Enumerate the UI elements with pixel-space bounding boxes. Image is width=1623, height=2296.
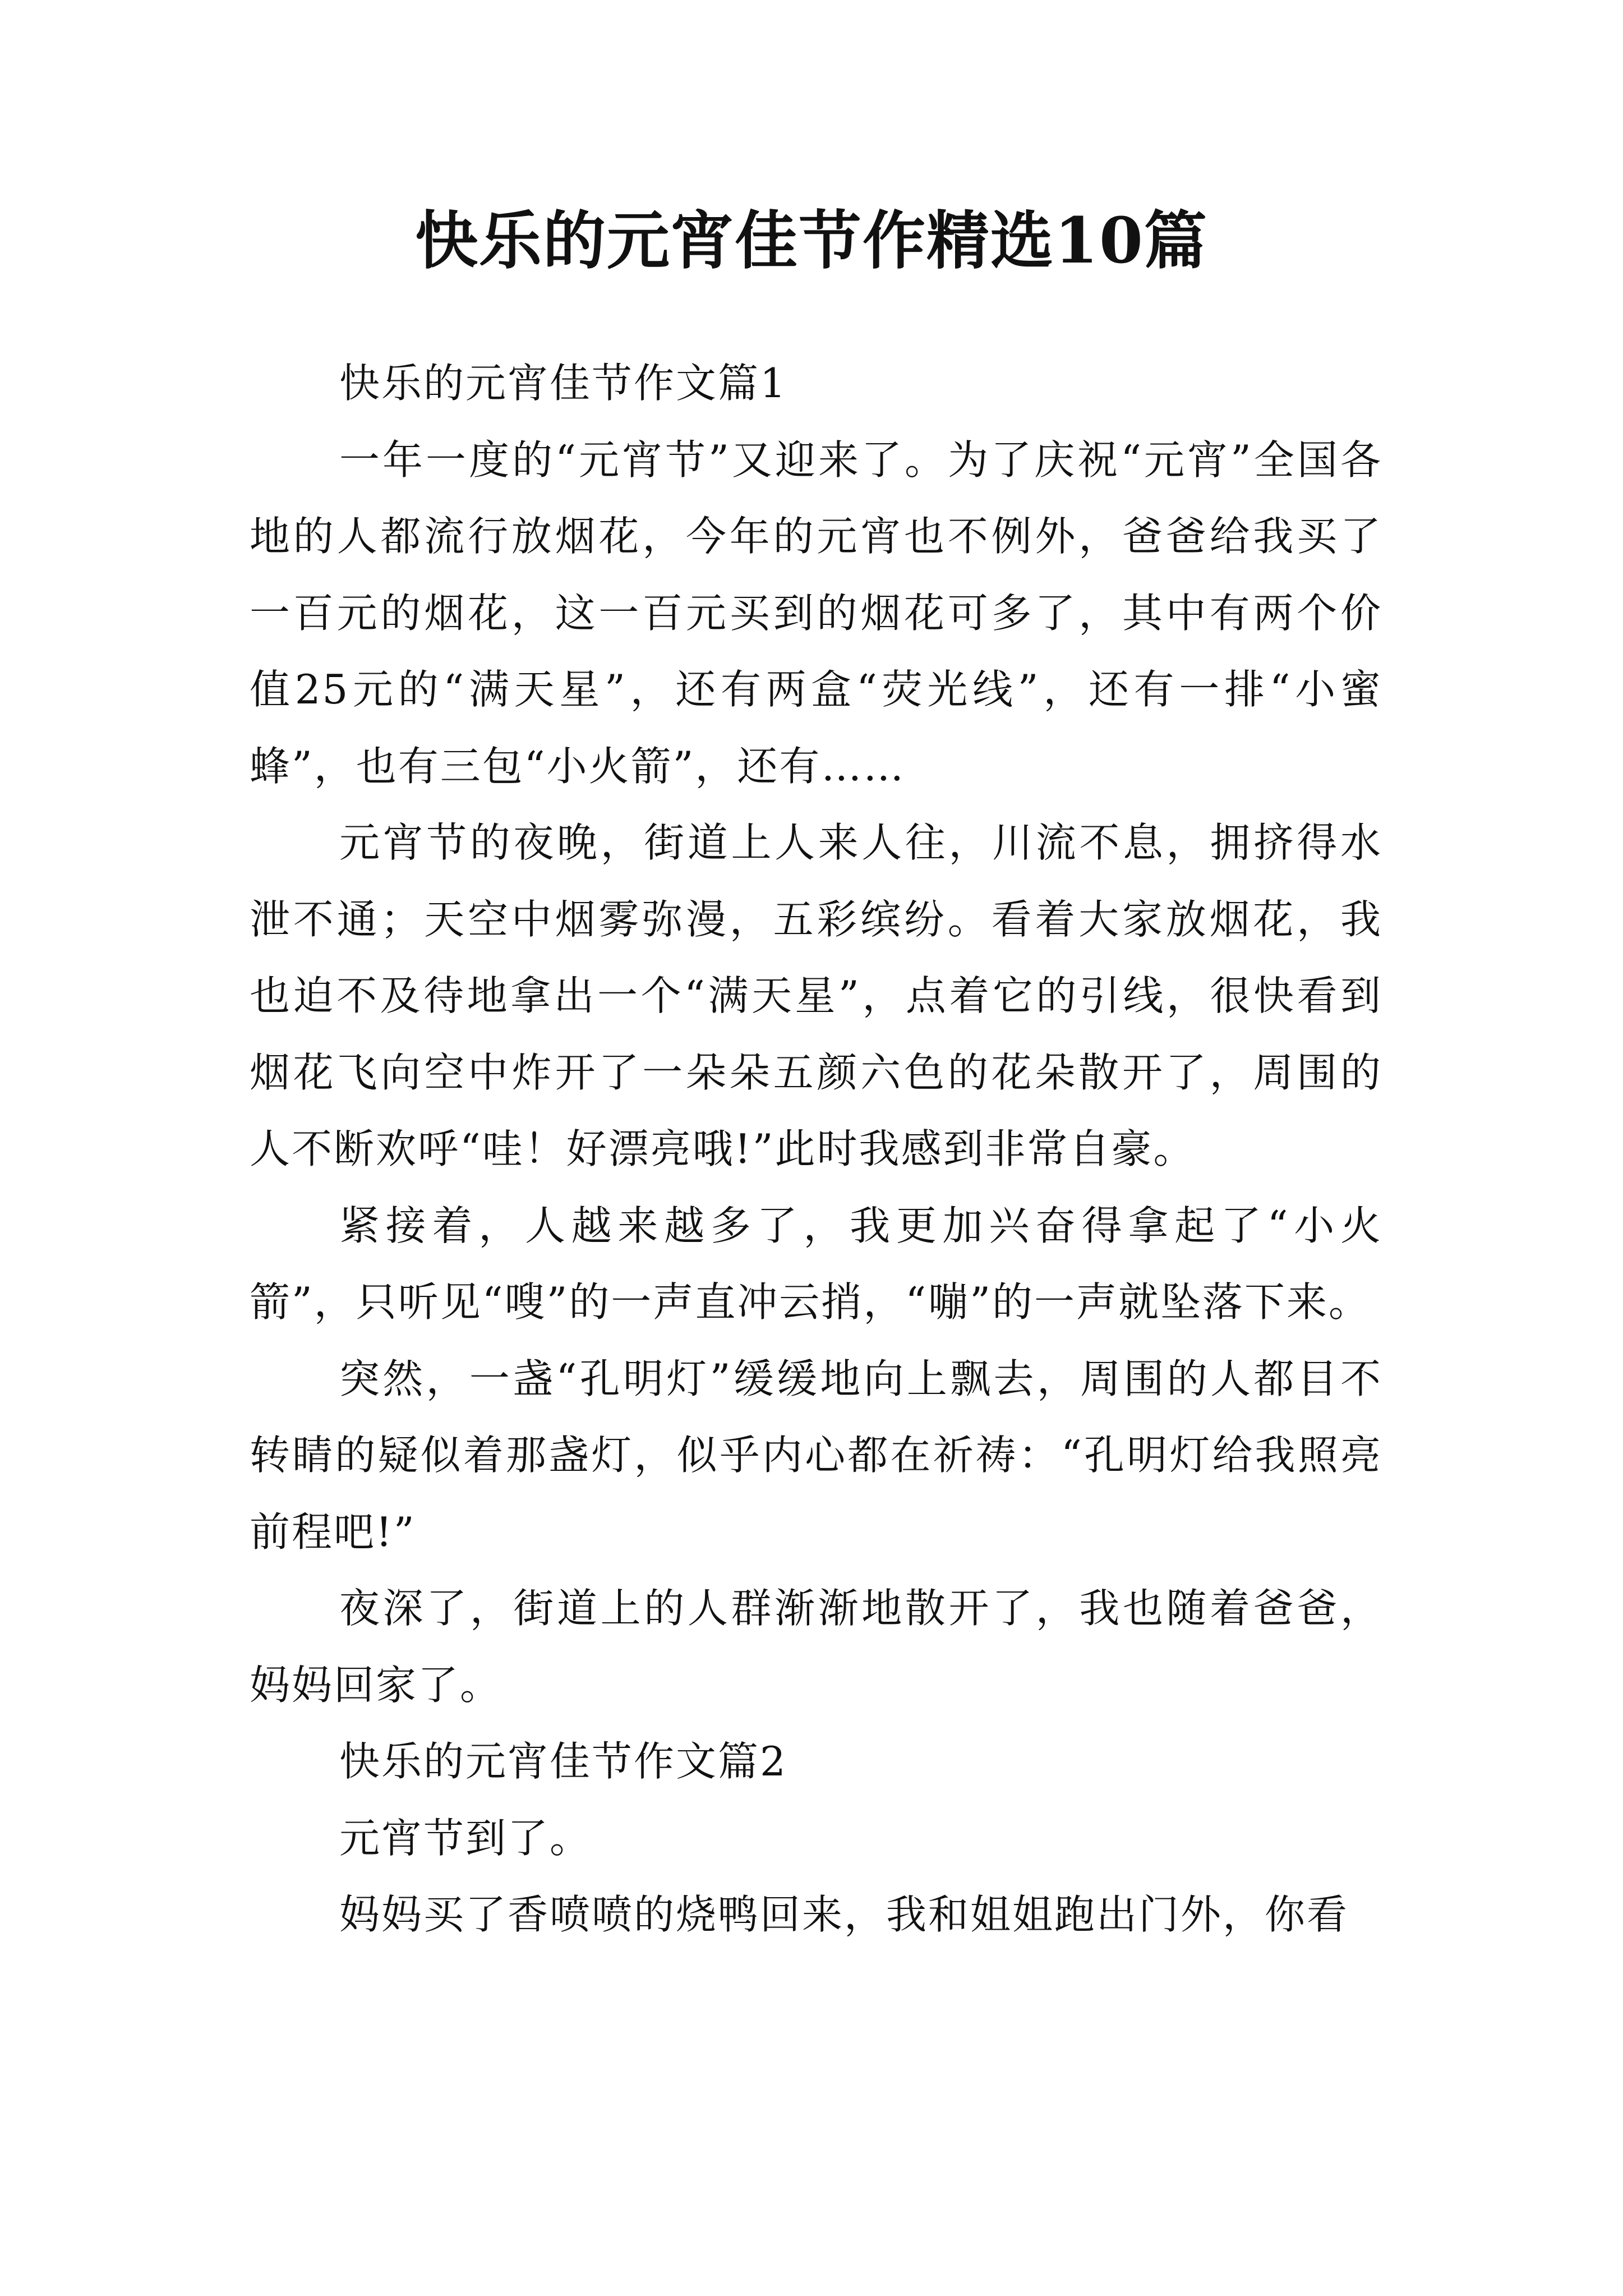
section-heading-2: 快乐的元宵佳节作文篇2 [339, 1738, 787, 1785]
document-body [250, 345, 1382, 1953]
paragraph: 夜深了，街道上的人群渐渐地散开了，我也随着爸爸，妈妈回家了。 [250, 1585, 1382, 1709]
paragraph: 突然，一盏“孔明灯”缓缓地向上飘去，周围的人都目不转睛的疑似着那盏灯，似乎内心都在祈祷：“孔明灯给我照亮前程吧!” [250, 1355, 1382, 1556]
document-title: 快乐的元宵佳节作精选10篇 [415, 204, 1208, 278]
paragraph: 一年一度的“元宵节”又迎来了。为了庆祝“元宵”全国各地的人都流行放烟花，今年的元宵也不例外，爸爸给我买了一百元的烟花，这一百元买到的烟花可多了，其中有两个价值25元的“满天星”，还有两盒“荧光线”，还有一排“小蜜蜂”，也有三包“小火箭”，还有…… [250, 436, 1382, 790]
section-heading-1: 快乐的元宵佳节作文篇1 [339, 360, 787, 407]
paragraph: 妈妈买了香喷喷的烧鸭回来，我和姐姐跑出门外，你看 [339, 1891, 1349, 1938]
paragraph: 元宵节到了。 [339, 1814, 592, 1862]
paragraph: 紧接着，人越来越多了，我更加兴奋得拿起了“小火箭”，只听见“嗖”的一声直冲云捎，“嘣”的一声就坠落下来。 [250, 1202, 1382, 1326]
paragraph: 元宵节的夜晚，街道上人来人往，川流不息，拥挤得水泄不通；天空中烟雾弥漫，五彩缤纷。看着大家放烟花，我也迫不及待地拿出一个“满天星”，点着它的引线，很快看到烟花飞向空中炸开了一朵朵五颜六色的花朵散开了，周围的人不断欢呼“哇！好漂亮哦!”此时我感到非常自豪。 [250, 819, 1382, 1172]
